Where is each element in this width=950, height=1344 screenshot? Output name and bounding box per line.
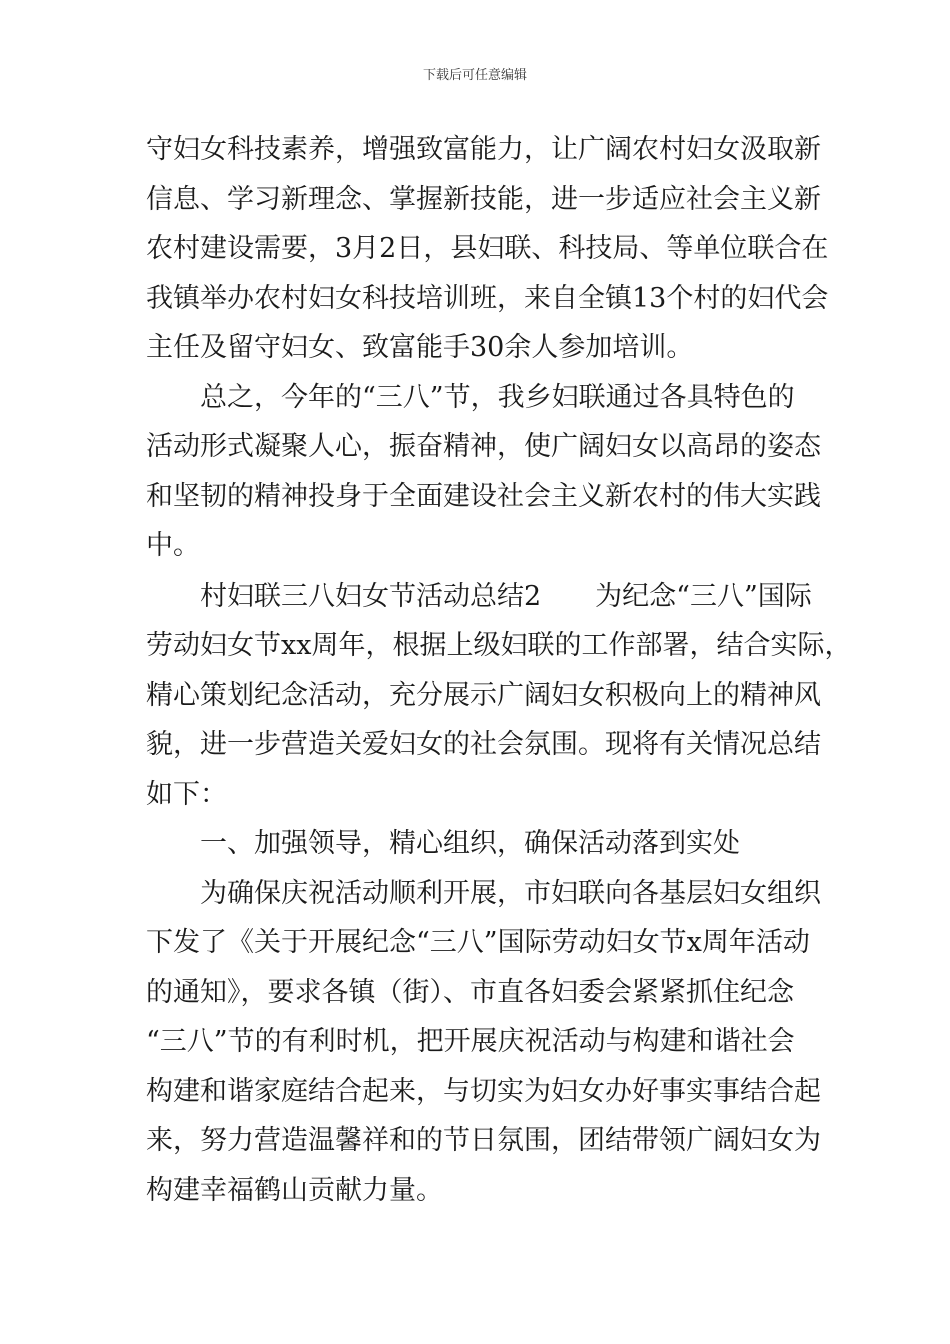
text-line: 劳动妇女节xx周年，根据上级妇联的工作部署，结合实际， <box>146 630 852 661</box>
text-line: 信息、学习新理念、掌握新技能，进一步适应社会主义新 <box>146 184 821 215</box>
page-header: 下载后可任意编辑 <box>422 68 527 83</box>
text-line: “三八”节的有利时机，把开展庆祝活动与构建和谐社会 <box>146 1026 795 1057</box>
text-line: 貌，进一步营造关爱妇女的社会氛围。现将有关情况总结 <box>146 729 821 760</box>
text-line: 如下： <box>146 779 227 810</box>
text-line: 下发了《关于开展纪念“三八”国际劳动妇女节x周年活动 <box>146 927 810 958</box>
text-line: 和坚韧的精神投身于全面建设社会主义新农村的伟大实践 <box>146 481 821 512</box>
text-line: 的通知》，要求各镇（街）、市直各妇委会紧紧抓住纪念 <box>146 977 794 1008</box>
text-line: 守妇女科技素养，增强致富能力，让广阔农村妇女汲取新 <box>146 134 821 165</box>
text-line: 来，努力营造温馨祥和的节日氛围，团结带领广阔妇女为 <box>146 1125 821 1156</box>
text-line: 农村建设需要，3月2日，县妇联、科技局、等单位联合在 <box>146 233 829 264</box>
text-line: 活动形式凝聚人心，振奋精神，使广阔妇女以高昂的姿态 <box>146 431 821 462</box>
text-line: 中。 <box>146 530 200 561</box>
text-line: 一、加强领导，精心组织，确保活动落到实处 <box>146 828 740 859</box>
text-line: 我镇举办农村妇女科技培训班，来自全镇13个村的妇代会 <box>146 283 829 314</box>
text-line: 总之，今年的“三八”节，我乡妇联通过各具特色的 <box>146 382 795 413</box>
text-line: 主任及留守妇女、致富能手30余人参加培训。 <box>146 332 694 363</box>
text-line: 为确保庆祝活动顺利开展，市妇联向各基层妇女组织 <box>146 878 821 909</box>
text-line: 构建幸福鹤山贡献力量。 <box>146 1175 443 1206</box>
text-line: 构建和谐家庭结合起来，与切实为妇女办好事实事结合起 <box>146 1076 821 1107</box>
text-line: 村妇联三八妇女节活动总结2 为纪念“三八”国际 <box>146 581 812 612</box>
text-line: 精心策划纪念活动，充分展示广阔妇女积极向上的精神风 <box>146 680 821 711</box>
